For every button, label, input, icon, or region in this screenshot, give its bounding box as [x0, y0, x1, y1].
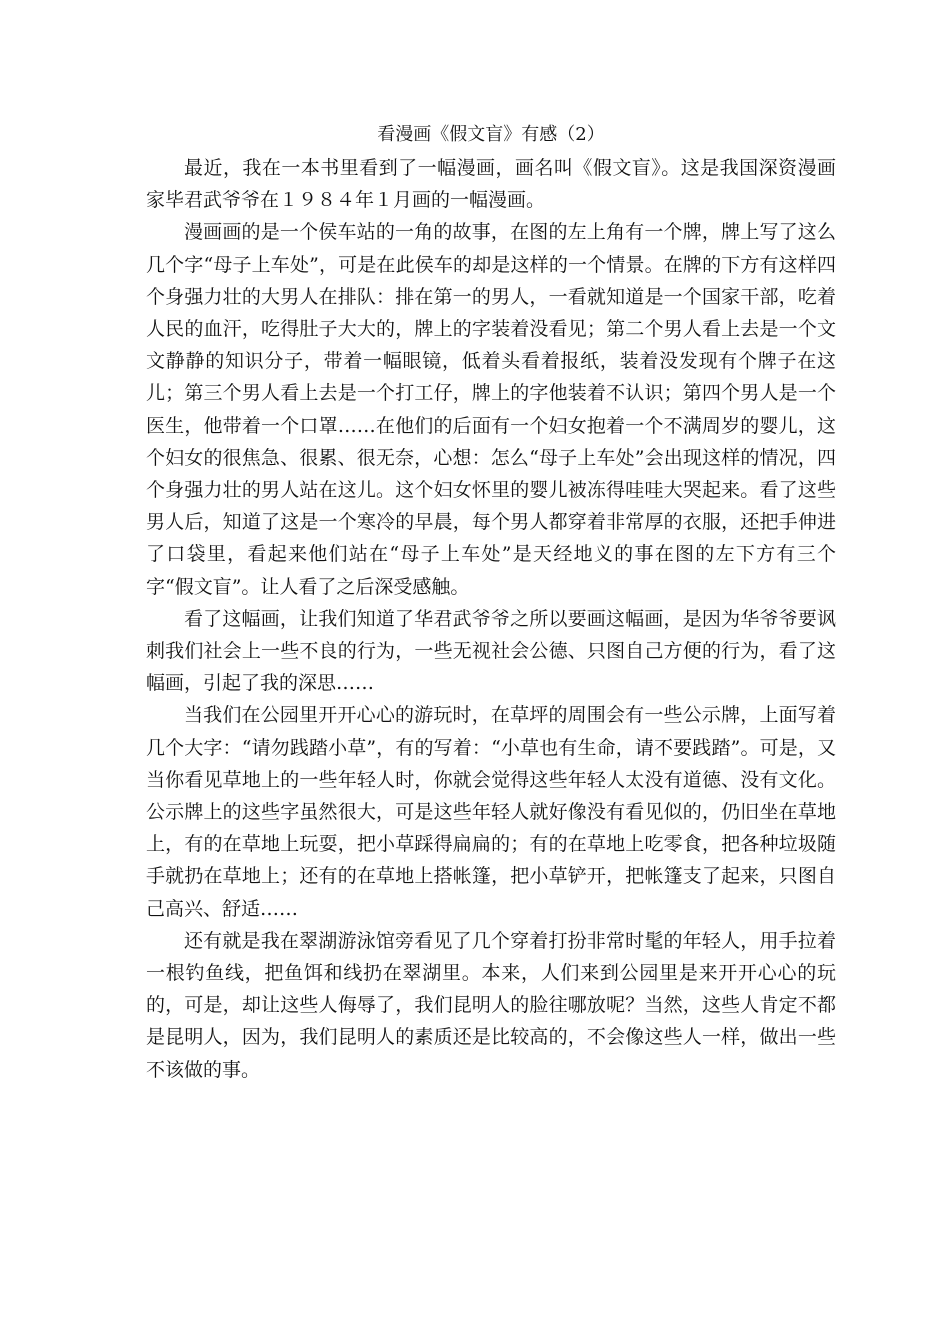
document-page — [146, 118, 836, 1086]
paragraph-2: 漫画画的是一个侯车站的一角的故事，在图的左上角有一个牌，牌上写了这么几个字“母子上车处”，可是在此侯车的却是这样的一个情景。在牌的下方有这样四个身强力壮的大男人在排队：排在第一的男人，一看就知道是一个国家干部，吃着人民的血汗，吃得肚子大大的，牌上的字装着没看见；第二个男人看上去是一个文文静静的知识分子，带着一幅眼镜，低着头看着报纸，装着没发现有个牌子在这儿；第三个男人看上去是一个打工仔，牌上的字他装着不认识；第四个男人是一个医生，他带着一个口罩……在他们的后面有一个妇女抱着一个不满周岁的婴儿，这个妇女的很焦急、很累、很无奈，心想：怎么“母子上车处”会出现这样的情况，四个身强力壮的男人站在这儿。这个妇女怀里的婴儿被冻得哇哇大哭起来。看了这些男人后，知道了这是一个寒冷的早晨，每个男人都穿着非常厚的衣服，还把手伸进了口袋里，看起来他们站在“母子上车处”是天经地义的事在图的左下方有三个字“假文盲”。让人看了之后深受感触。 — [146, 221, 836, 598]
paragraph-5: 还有就是我在翠湖游泳馆旁看见了几个穿着打扮非常时髦的年轻人，用手拉着一根钓鱼线，把鱼饵和线扔在翠湖里。本来，人们来到公园里是来开开心心的玩的，可是，却让这些人侮辱了，我们昆明人的脸往哪放呢？当然，这些人肯定不都是昆明人，因为，我们昆明人的素质还是比较高的，不会像这些人一样，做出一些不该做的事。 — [146, 929, 836, 1081]
paragraph-1: 最近，我在一本书里看到了一幅漫画，画名叫《假文盲》。这是我国深资漫画家毕君武爷爷在１９８４年１月画的一幅漫画。 — [146, 157, 836, 212]
paragraph-3: 看了这幅画，让我们知道了华君武爷爷之所以要画这幅画，是因为华爷爷要讽刺我们社会上一些不良的行为，一些无视社会公德、只图自己方便的行为，看了这幅画，引起了我的深思…… — [146, 607, 836, 695]
paragraph-4: 当我们在公园里开开心心的游玩时，在草坪的周围会有一些公示牌，上面写着几个大字：“请勿践踏小草”，有的写着：“小草也有生命，请不要践踏”。可是，又当你看见草地上的一些年轻人时，你就会觉得这些年轻人太没有道德、没有文化。公示牌上的这些字虽然很大，可是这些年轻人就好像没有看见似的，仍旧坐在草地上，有的在草地上玩耍，把小草踩得扁扁的；有的在草地上吃零食，把各种垃圾随手就扔在草地上；还有的在草地上搭帐篷，把小草铲开，把帐篷支了起来，只图自己高兴、舒适…… — [146, 704, 836, 920]
document-title: 看漫画《假文盲》有感（2） — [377, 124, 605, 145]
